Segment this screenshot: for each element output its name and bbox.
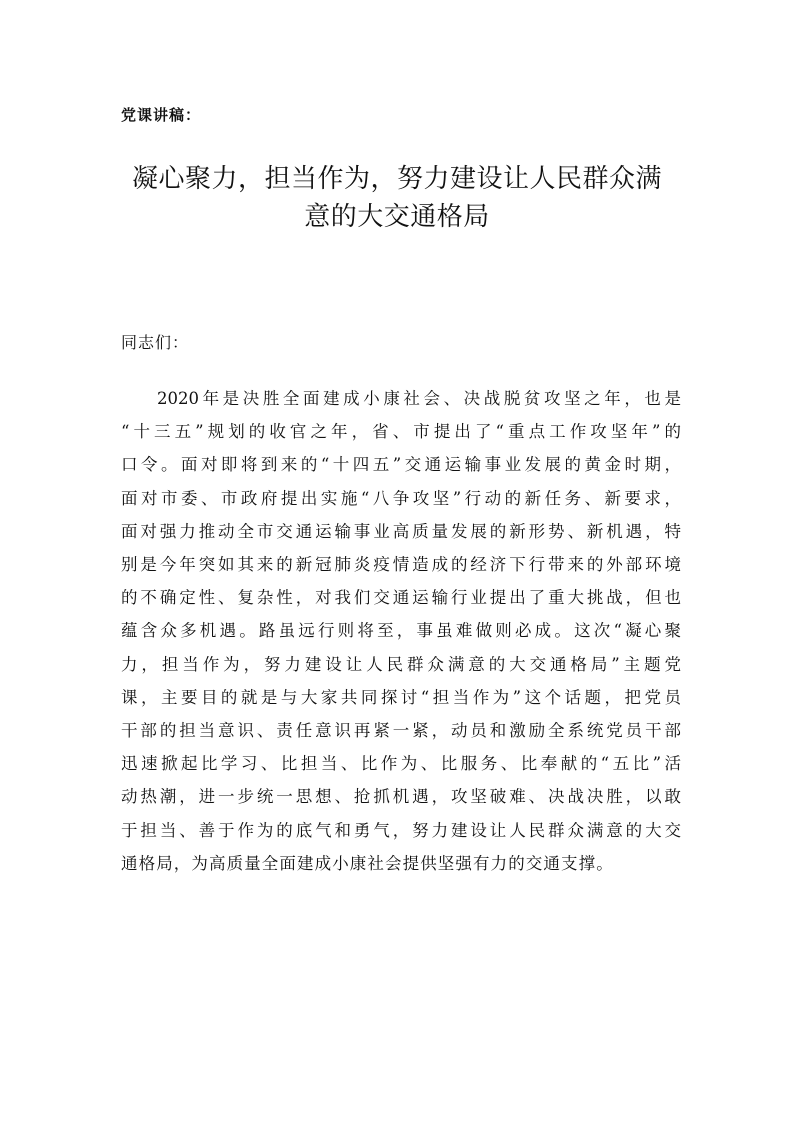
paragraph-line: 2020年是决胜全面建成小康社会、决战脱贫攻坚之年，也是 — [157, 389, 681, 408]
title-line: 凝心聚力，担当作为，努力建设让人民群众满 — [131, 164, 662, 194]
paragraph-line: 干部的担当意识、责任意识再紧一紧，动员和激励全系统党员干部 — [121, 721, 681, 741]
paragraph-line: 别是今年突如其来的新冠肺炎疫情造成的经济下行带来的外部环境 — [121, 555, 681, 575]
paragraph-line: 蕴含众多机遇。路虽远行则将至，事虽难做则必成。这次“凝心聚 — [121, 621, 681, 641]
paragraph-line: 力，担当作为，努力建设让人民群众满意的大交通格局”主题党 — [121, 654, 681, 674]
paragraph-line: 口令。面对即将到来的“十四五”交通运输事业发展的黄金时期， — [121, 455, 681, 475]
paragraph-line: 于担当、善于作为的底气和勇气，努力建设让人民群众满意的大交 — [121, 820, 681, 840]
document-title — [100, 160, 694, 236]
paragraph-line: 的不确定性、复杂性，对我们交通运输行业提出了重大挑战，但也 — [121, 588, 681, 608]
paragraph-line: 课，主要目的就是与大家共同探讨“担当作为”这个话题，把党员 — [121, 687, 681, 707]
paragraph-line: 通格局，为高质量全面建成小康社会提供坚强有力的交通支撑。 — [121, 853, 614, 873]
salutation: 同志们： — [121, 333, 190, 352]
document-label: 党课讲稿： — [121, 106, 202, 124]
paragraph-line: “十三五”规划的收官之年，省、市提出了“重点工作攻坚年”的 — [121, 422, 681, 442]
paragraph-line: 面对市委、市政府提出实施“八争攻坚”行动的新任务、新要求， — [121, 488, 681, 508]
paragraph-line: 动热潮，进一步统一思想、抢抓机遇，攻坚破难、决战决胜，以敢 — [121, 787, 681, 807]
paragraph-line: 迅速掀起比学习、比担当、比作为、比服务、比奉献的“五比”活 — [121, 754, 681, 774]
paragraph-line: 面对强力推动全市交通运输事业高质量发展的新形势、新机遇，特 — [121, 521, 681, 541]
title-line: 意的大交通格局 — [304, 202, 490, 232]
body-paragraph — [121, 382, 681, 880]
